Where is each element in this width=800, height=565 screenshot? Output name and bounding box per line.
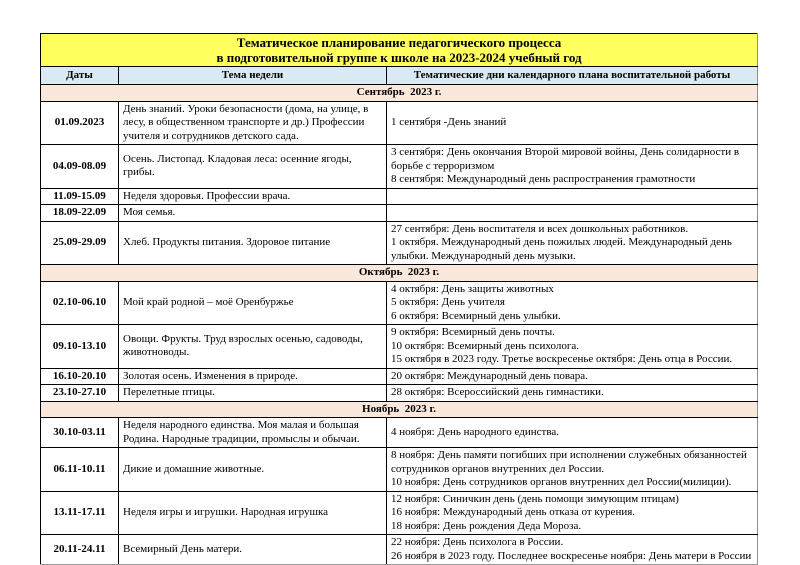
theme-cell: Хлеб. Продукты питания. Здоровое питание: [119, 221, 387, 265]
column-header-events: Тематические дни календарного плана воспитательной работы: [387, 67, 758, 85]
dates-cell: 25.09-29.09: [41, 221, 119, 265]
plan-row: [41, 385, 758, 402]
plan-row: [41, 418, 758, 448]
events-cell: [387, 101, 758, 145]
plan-row: [41, 325, 758, 369]
column-header-dates: Даты: [41, 67, 119, 85]
table-title: [41, 34, 758, 67]
event-line: 10 ноября: День сотрудников органов внутренних дел России(милиции).: [391, 476, 732, 488]
theme-cell: Моя семья.: [119, 205, 387, 222]
month-section-row: [41, 401, 758, 418]
theme-cell: Дикие и домашние животные.: [119, 448, 387, 492]
dates-cell: 01.09.2023: [41, 101, 119, 145]
events-cell: [387, 325, 758, 369]
theme-cell: Золотая осень. Изменения в природе.: [119, 368, 387, 385]
event-line: 28 октября: Всероссийский день гимнастики.: [391, 386, 604, 398]
table-title-line-1: Тематическое планирование педагогического процесса: [236, 35, 562, 50]
dates-cell: 16.10-20.10: [41, 368, 119, 385]
table-title-row: [41, 34, 758, 67]
event-line: 20 октября: Международный день повара.: [391, 369, 588, 382]
theme-cell: Осень. Листопад. Кладовая леса: осенние ягоды, грибы.: [119, 145, 387, 189]
dates-cell: 06.11-10.11: [41, 448, 119, 492]
month-section-row: [41, 265, 758, 282]
theme-cell: Перелетные птицы.: [119, 385, 387, 402]
events-cell: [387, 535, 758, 565]
events-cell: [387, 145, 758, 189]
event-line: 18 ноября: День рождения Деда Мороза.: [391, 519, 582, 532]
plan-row: [41, 205, 758, 222]
month-section-row: [41, 85, 758, 102]
events-cell: [387, 368, 758, 385]
theme-cell: Неделя народного единства. Моя малая и большая Родина. Народные традиции, промыслы и обычаи.: [119, 418, 387, 448]
table-title-line-2: в подготовительной группе к школе на 2023-2024 учебный год: [216, 50, 582, 65]
event-line: 8 сентября: Международный день распространения грамотности: [391, 173, 696, 185]
dates-cell: 02.10-06.10: [41, 281, 119, 325]
event-line: 1 октября. Международный день пожилых людей. Международный день улыбки. Международный день музыки.: [391, 236, 732, 262]
plan-table-body: [41, 85, 758, 565]
dates-cell: 11.09-15.09: [41, 188, 119, 205]
events-cell: [387, 448, 758, 492]
theme-cell: День знаний. Уроки безопасности (дома, на улице, в лесу, в общественном транспорте и др.) Профессии учителя и сотрудников детского сада.: [119, 101, 387, 145]
events-cell: [387, 281, 758, 325]
event-line: 27 сентября: День воспитателя и всех дошкольных работников.: [391, 222, 689, 235]
dates-cell: 30.10-03.11: [41, 418, 119, 448]
dates-cell: 23.10-27.10: [41, 385, 119, 402]
plan-row: [41, 188, 758, 205]
dates-cell: 20.11-24.11: [41, 535, 119, 565]
events-cell: [387, 221, 758, 265]
month-section-label: Ноябрь 2023 г.: [41, 401, 758, 418]
events-cell: [387, 491, 758, 535]
thematic-plan-table: [40, 33, 758, 565]
month-section-label: Октябрь 2023 г.: [41, 265, 758, 282]
event-line: 12 ноября: Синичкин день (день помощи зимующим птицам): [391, 492, 679, 505]
event-line: 1 сентября -День знаний: [391, 116, 507, 128]
event-line: 9 октября: Всемирный день почты.: [391, 326, 555, 338]
event-line: 4 ноября: День народного единства.: [391, 425, 560, 438]
dates-cell: 18.09-22.09: [41, 205, 119, 222]
dates-cell: 13.11-17.11: [41, 491, 119, 535]
event-line: 4 октября: День защиты животных: [391, 282, 554, 295]
theme-cell: Неделя игры и игрушки. Народная игрушка: [119, 491, 387, 535]
plan-row: [41, 221, 758, 265]
events-cell: [387, 188, 758, 205]
plan-row: [41, 145, 758, 189]
plan-row: [41, 101, 758, 145]
event-line: 8 ноября: День памяти погибших при исполнении служебных обязанностей сотрудников органов внутренних дел России.: [391, 449, 747, 475]
dates-cell: 04.09-08.09: [41, 145, 119, 189]
column-header-row: [41, 67, 758, 85]
event-line: 5 октября: День учителя: [391, 296, 505, 308]
dates-cell: 09.10-13.10: [41, 325, 119, 369]
plan-row: [41, 368, 758, 385]
event-line: 26 ноября в 2023 году. Последнее воскресенье ноября: День матери в России: [391, 549, 752, 562]
event-line: 16 ноября: Международный день отказа от курения.: [391, 506, 636, 518]
theme-cell: Мой край родной – моё Оренбуржье: [119, 281, 387, 325]
theme-cell: Всемирный День матери.: [119, 535, 387, 565]
event-line: 6 октября: Всемирный день улыбки.: [391, 309, 561, 322]
event-line: 3 сентября: День окончания Второй мировой войны, День солидарности в борьбе с терроризмом: [391, 146, 740, 172]
column-header-theme: Тема недели: [119, 67, 387, 85]
plan-row: [41, 448, 758, 492]
plan-row: [41, 491, 758, 535]
event-line: 15 октября в 2023 году. Третье воскресенье октября: День отца в России.: [391, 353, 733, 365]
plan-row: [41, 281, 758, 325]
event-line: 10 октября: Всемирный день психолога.: [391, 339, 579, 352]
plan-row: [41, 535, 758, 565]
theme-cell: Неделя здоровья. Профессии врача.: [119, 188, 387, 205]
month-section-label: Сентябрь 2023 г.: [41, 85, 758, 102]
events-cell: [387, 205, 758, 222]
events-cell: [387, 418, 758, 448]
theme-cell: Овощи. Фрукты. Труд взрослых осенью, садоводы, животноводы.: [119, 325, 387, 369]
events-cell: [387, 385, 758, 402]
event-line: 22 ноября: День психолога в России.: [391, 536, 564, 548]
